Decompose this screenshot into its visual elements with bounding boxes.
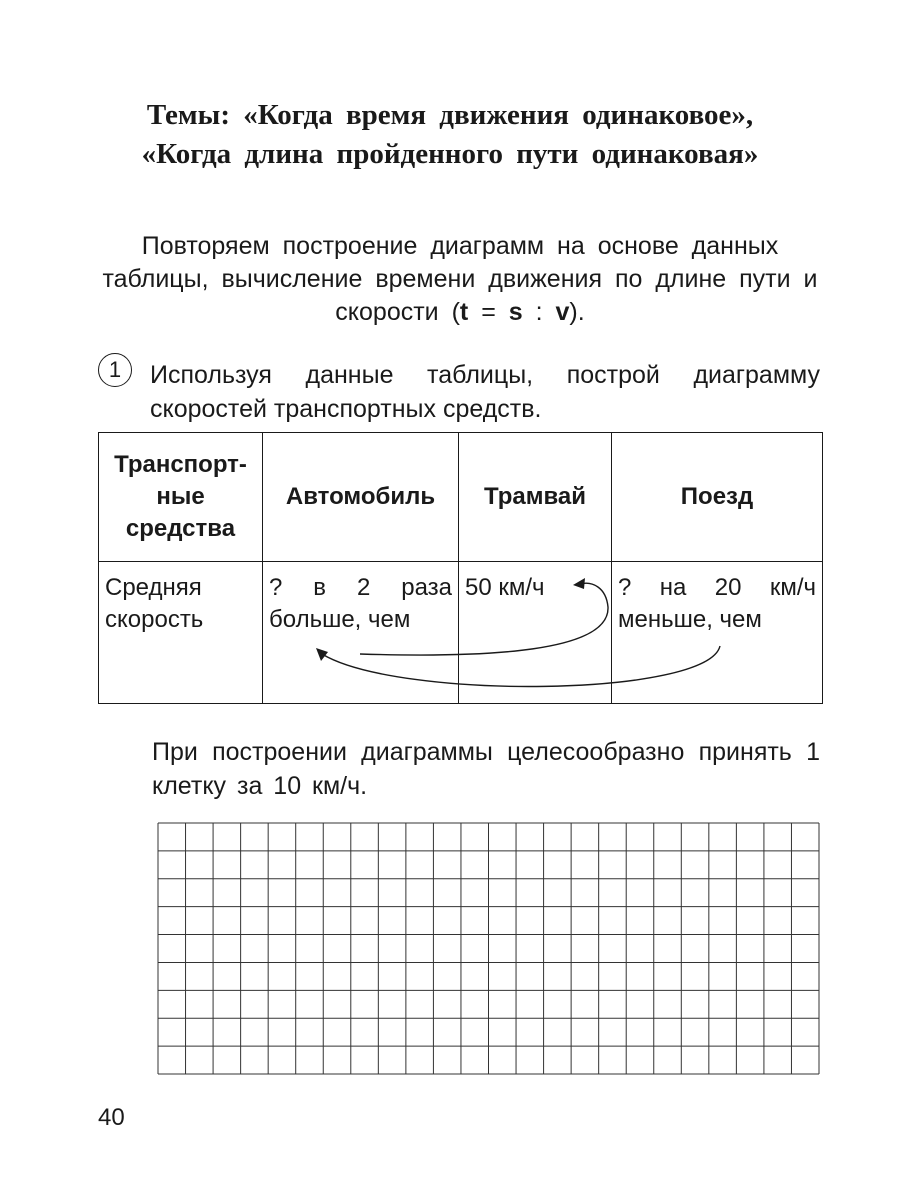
formula-s: s: [508, 298, 523, 326]
task-number-circle: 1: [98, 353, 132, 387]
formula-div: :: [522, 298, 556, 326]
header-train: Поезд: [612, 433, 823, 562]
header-transport: Транспорт-ные средства: [99, 433, 263, 562]
page-number: 40: [98, 1104, 125, 1131]
task-text: Используя данные таблицы, построй диаграмму скоростей транспортных средств.: [150, 361, 820, 423]
cell-average-speed: Средняя скорость: [99, 562, 263, 704]
cell-tram-speed: 50 км/ч: [459, 562, 612, 704]
title-line-2: «Когда длина пройденного пути одинаковая»: [141, 138, 759, 170]
page-title: [60, 96, 840, 174]
intro-text-end: ).: [569, 298, 585, 326]
cell-car-speed: ? в 2 раза больше, чем: [263, 562, 459, 704]
formula-t: t: [459, 298, 469, 326]
formula-eq: =: [468, 298, 509, 326]
cell-train-speed: ? на 20 км/ч меньше, чем: [612, 562, 823, 704]
table-header-row: [99, 433, 823, 562]
formula-v: v: [555, 298, 570, 326]
header-tram: Трамвай: [459, 433, 612, 562]
title-line-1: Темы: «Когда время движения одинаковое»,: [146, 99, 754, 131]
header-car: Автомобиль: [263, 433, 459, 562]
speed-table: [98, 432, 822, 704]
graph-grid: [157, 822, 820, 1075]
intro-paragraph: [100, 230, 820, 329]
intro-text: Повторяем построение диаграмм на основе данных таблицы, вычисление времени движения по длине пути и скорости (: [102, 232, 818, 326]
instruction-note: При построении диаграммы целесообразно принять 1 клетку за 10 км/ч.: [152, 738, 820, 800]
table-row: [99, 562, 823, 704]
